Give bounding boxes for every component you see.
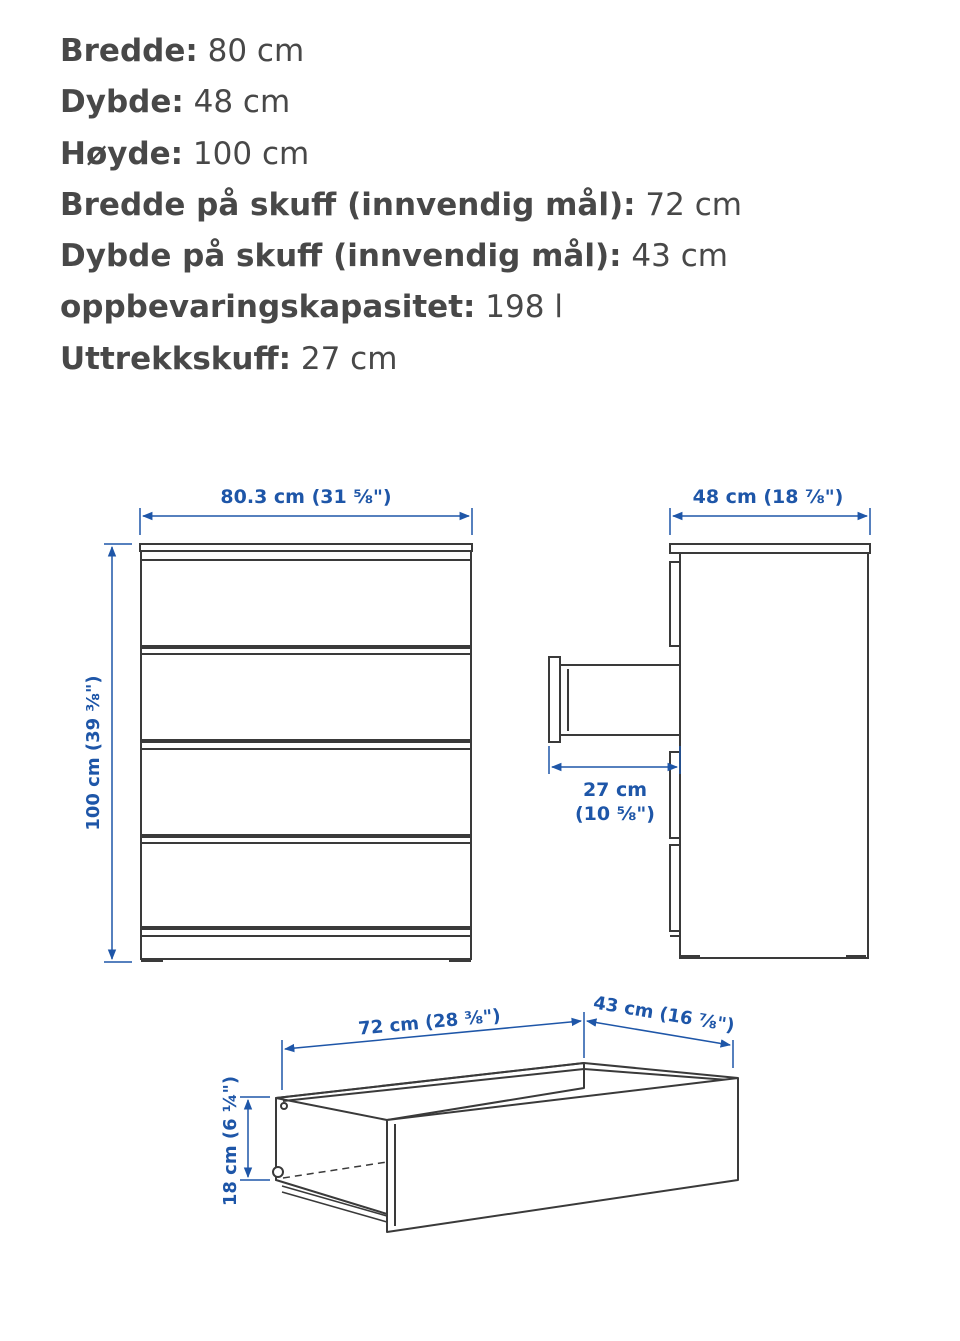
drawer-extension-label: 27 cm: [582, 779, 648, 801]
side-open-drawer-front: [549, 657, 560, 742]
drawer-perspective: [273, 1063, 738, 1232]
side-depth-dimension: [670, 508, 870, 535]
front-width-label: 80.3 cm (31 ⅝"): [220, 486, 392, 508]
spec-label: Høyde:: [60, 135, 184, 172]
front-height-label: 100 cm (39 ⅜"): [83, 675, 104, 831]
front-drawer-2: [141, 654, 471, 740]
spec-label: Bredde på skuff (innvendig mål):: [60, 186, 636, 223]
drawer-width-label: 72 cm (28 ⅜"): [357, 1005, 502, 1040]
side-top-panel: [670, 544, 870, 553]
drawer-height-dimension: [240, 1097, 270, 1180]
side-drawer-front-1: [670, 562, 680, 646]
side-open-drawer-box: [560, 665, 680, 735]
side-drawer-front-3: [670, 752, 680, 838]
spec-value: 48 cm: [193, 84, 291, 121]
front-drawer-4: [141, 843, 471, 927]
spec-label: Uttrekkskuff:: [60, 340, 292, 377]
spec-label: Bredde:: [60, 33, 198, 69]
drawer-height-label: 18 cm (6 ¼"): [220, 1075, 241, 1207]
side-carcass: [680, 553, 868, 958]
side-depth-label: 48 cm (18 ⅞"): [692, 486, 844, 508]
spec-value: 43 cm: [631, 238, 728, 275]
spec-value: 198 l: [485, 289, 563, 326]
side-view: [549, 544, 870, 959]
side-drawer-front-4: [670, 845, 680, 931]
spec-label: oppbevaringskapasitet:: [60, 289, 476, 326]
drawer-extension-dimension: [549, 746, 680, 774]
front-top-panel: [140, 544, 472, 551]
front-drawer-3: [141, 749, 471, 835]
spec-value: 72 cm: [645, 186, 742, 223]
drawer-extension-label-imperial: (10 ⅝"): [575, 803, 655, 825]
drawer-depth-label: 43 cm (16 ⅞"): [591, 992, 737, 1037]
spec-value: 100 cm: [192, 135, 310, 172]
front-drawer-1: [141, 560, 471, 646]
spec-label: Dybde:: [60, 84, 184, 121]
front-height-dimension: [104, 544, 132, 962]
front-view: [140, 544, 472, 962]
spec-value: 80 cm: [207, 33, 305, 69]
spec-label: Dybde på skuff (innvendig mål):: [60, 238, 622, 275]
front-width-dimension: [140, 508, 472, 535]
spec-value: 27 cm: [300, 340, 398, 377]
